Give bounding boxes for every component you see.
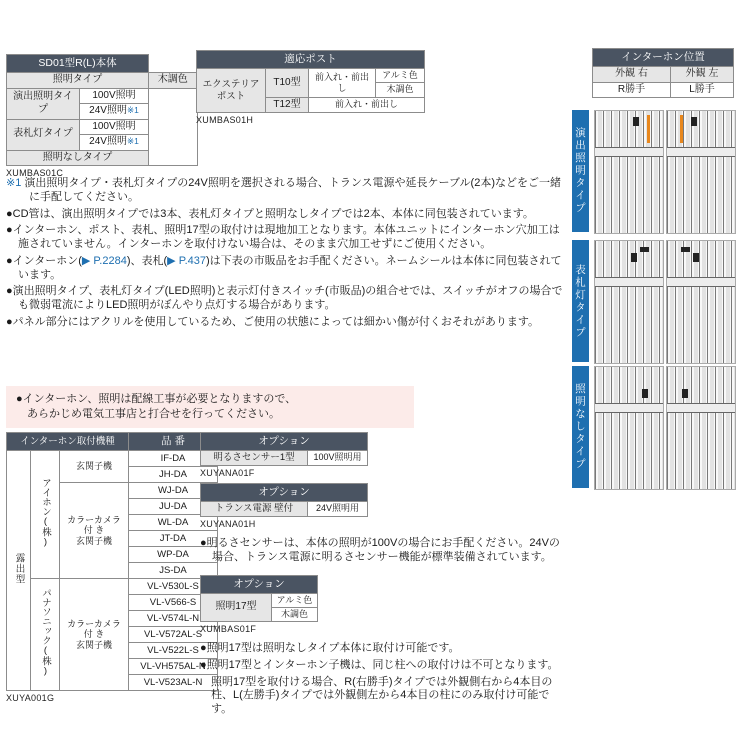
intercom-position-table: [592, 48, 734, 98]
note-24v-transformer: ※1 演出照明タイプ・表札灯タイプの24V照明を選択される場合、トランス電源や延長ケーブル(2本)などをご一緒に手配してください。: [6, 177, 561, 203]
post-table: [196, 50, 425, 113]
product-code: XUMBAS01C: [6, 168, 64, 179]
type-group-nolight: [572, 366, 738, 488]
sensor-value-cell: 100V照明用: [308, 451, 368, 466]
model-cell: JS-DA: [129, 563, 218, 579]
post-illustration-l: [666, 240, 736, 364]
main-spec-table: [6, 54, 198, 166]
option-light17-table: [200, 575, 318, 623]
product-code: XUYANA01F: [200, 468, 255, 478]
r-hand-cell: R勝手: [593, 82, 671, 98]
model-cell: VL-V530L-S: [129, 579, 218, 595]
post-illustration-l: [666, 366, 736, 490]
option-title: オプション: [201, 433, 368, 451]
note-light17-conflict: ●照明17型とインターホン子機は、同じ柱への取付けは不可となります。: [200, 658, 559, 671]
intercom-mark: [691, 117, 697, 126]
post-illustration-r: [594, 240, 664, 364]
position-table-title: インターホン位置: [593, 49, 734, 67]
t10-cell: T10型: [266, 69, 309, 98]
product-code: XUMBAS01F: [200, 624, 257, 635]
note-onsite-work: ●インターホン、ポスト、表札、照明17型の取付けは現地加工となります。本体ユニットにインターホン穴加工は施されていません。インターホンを取付けない場合は、そのまま穴加工せずにご使用ください。: [6, 224, 560, 250]
warning-line1: ●インターホン、照明は配線工事が必要となりますので、: [16, 393, 297, 405]
type-enshutsu-label: 演出照明タイプ: [7, 88, 80, 119]
transformer-name-cell: トランス電源 壁付: [201, 502, 308, 517]
product-code: XUYA001G: [6, 693, 55, 704]
brand-panasonic-cell: パナソニック(株): [31, 579, 60, 691]
note-led-glow: ●演出照明タイプ、表札灯タイプ(LED照明)と表示灯付きスイッチ(市販品)の組合せでは、スイッチがオフの場合でも微弱電流によりLED照明がぼんやり点灯する場合があります。: [6, 285, 563, 311]
nameplate-band: [595, 277, 663, 287]
options-section: [200, 432, 564, 720]
intercom-models-section: [6, 432, 218, 703]
intercom-models-table: [6, 432, 218, 691]
nameplate-band: [667, 147, 735, 157]
alumi-color-cell: アルミ色: [376, 69, 425, 83]
model-cell: WP-DA: [129, 547, 218, 563]
wood-color-cell: 木調色: [376, 83, 425, 97]
link-p437[interactable]: ▶ P.437: [167, 254, 207, 267]
warning-box: [6, 386, 414, 428]
nameplate-band: [595, 403, 663, 413]
intercom-mark: [682, 389, 688, 398]
wood-color-header: 木調色: [149, 73, 198, 89]
main-spec-section: [6, 54, 198, 178]
post-table-title: 適応ポスト: [197, 51, 425, 69]
type-band-nolight: 照明なしタイプ: [572, 366, 589, 488]
model-cell: WJ-DA: [129, 483, 218, 499]
footnote-mark: ※1: [6, 177, 22, 189]
nameplate-lamp-mark: [681, 247, 690, 252]
note-acrylic: ●パネル部分にはアクリルを使用しているため、ご使用の状態によっては細かい傷が付くおそれがあります。: [6, 315, 539, 328]
model-cell: VL-VH575AL-N: [129, 659, 218, 675]
intercom-mark: [633, 117, 639, 126]
model-cell: VL-V572AL-S: [129, 627, 218, 643]
category-door-station-cell: 玄関子機: [60, 451, 129, 483]
post-illustration-r: [594, 366, 664, 490]
post-illustration-l: [666, 110, 736, 234]
mount-type-cell: 露出型: [7, 451, 31, 691]
product-code: XUMBAS01H: [196, 115, 254, 126]
type-band-hyosatsu: 表札灯タイプ: [572, 240, 589, 362]
lamp-mark: [647, 115, 650, 143]
type-band-enshutsu: 演出照明タイプ: [572, 110, 589, 232]
type-hyosatsu-label: 表札灯タイプ: [7, 119, 80, 150]
intercom-mark: [642, 389, 648, 398]
type-group-hyosatsu: [572, 240, 738, 362]
t12-io-cell: 前入れ・前出し: [309, 97, 425, 113]
option-transformer-table: [200, 483, 368, 517]
note-brightness-sensor: ●明るさセンサーは、本体の照明が100Vの場合にお手配ください。24Vの場合、トランス電源に明るさセンサー機能が標準装備されています。: [200, 537, 560, 563]
option-sensor-table: [200, 432, 368, 466]
t12-cell: T12型: [266, 97, 309, 113]
model-cell: WL-DA: [129, 515, 218, 531]
note-cd-pipes: ●CD管は、演出照明タイプでは3本、表札灯タイプと照明なしタイプでは2本、本体に同包装されています。: [6, 207, 534, 220]
t10-io-cell: 前入れ・前出し: [309, 69, 376, 98]
warning-line2: あらかじめ電気工事店と打合せを行ってください。: [27, 407, 280, 420]
24v-cell: 24V照明※1: [80, 135, 149, 151]
lighting-type-header: 照明タイプ: [7, 73, 149, 89]
intercom-mark: [631, 253, 637, 262]
view-left-cell: 外観 左: [671, 67, 734, 83]
spacer-cell: [149, 55, 198, 73]
wood-color-empty-cell: [149, 88, 198, 166]
l-hand-cell: L勝手: [671, 82, 734, 98]
model-cell: VL-V574L-N: [129, 611, 218, 627]
model-cell: VL-V566-S: [129, 595, 218, 611]
transformer-value-cell: 24V照明用: [308, 502, 368, 517]
intercom-position-section: [592, 48, 734, 98]
note-intercom-nameplate: ●インターホン(▶ P.2284)、表札(▶ P.437)は下表の市販品をお手配ください。ネームシールは本体に同包装されています。: [6, 254, 562, 281]
post-spec-section: [196, 50, 425, 125]
link-p2284[interactable]: ▶ P.2284: [81, 254, 127, 267]
100v-cell: 100V照明: [80, 88, 149, 104]
note-light17-position: 照明17型を取付ける場合、R(右勝手)タイプでは外観側右から4本目の柱、L(左勝手)タイプでは外観側左から4本目の柱にのみ取付け可能です。: [211, 675, 553, 716]
option-title: オプション: [201, 484, 368, 502]
category-camera-door-station-cell: カラーカメラ 付 き 玄関子機: [60, 483, 129, 579]
product-code: XUYANA01H: [200, 519, 256, 529]
option-title: オプション: [201, 575, 318, 593]
alumi-color-cell: アルミ色: [272, 593, 318, 607]
exterior-post-label: エクステリアポスト: [197, 69, 266, 113]
intercom-models-title: インターホン取付機種: [7, 433, 129, 451]
main-table-title: SD01型R(L)本体: [7, 55, 149, 73]
lamp-mark: [680, 115, 683, 143]
product-number-header: 品 番: [129, 433, 218, 451]
brand-aiphone-cell: アイホン(株): [31, 451, 60, 579]
wood-color-cell: 木調色: [272, 607, 318, 621]
notes-section: [6, 177, 564, 333]
footnote-mark: ※1: [126, 105, 139, 116]
type-nolight-label: 照明なしタイプ: [7, 150, 149, 166]
model-cell: JT-DA: [129, 531, 218, 547]
nameplate-lamp-mark: [640, 247, 649, 252]
intercom-mark: [693, 253, 699, 262]
model-cell: VL-V523AL-N: [129, 675, 218, 691]
model-cell: VL-V522L-S: [129, 643, 218, 659]
post-illustration-r: [594, 110, 664, 234]
note-light17-mount: ●照明17型は照明なしタイプ本体に取付け可能です。: [200, 642, 460, 655]
model-cell: JH-DA: [129, 467, 218, 483]
view-right-cell: 外観 右: [593, 67, 671, 83]
sensor-name-cell: 明るさセンサー1型: [201, 451, 308, 466]
light17-name-cell: 照明17型: [201, 593, 272, 622]
24v-cell: 24V照明※1: [80, 104, 149, 120]
nameplate-band: [667, 403, 735, 413]
nameplate-band: [667, 277, 735, 287]
model-cell: IF-DA: [129, 451, 218, 467]
category-camera-door-station-cell: カラーカメラ 付 き 玄関子機: [60, 579, 129, 691]
nameplate-band: [595, 147, 663, 157]
type-group-enshutsu: [572, 110, 738, 232]
model-cell: JU-DA: [129, 499, 218, 515]
footnote-mark: ※1: [126, 136, 139, 147]
100v-cell: 100V照明: [80, 119, 149, 135]
